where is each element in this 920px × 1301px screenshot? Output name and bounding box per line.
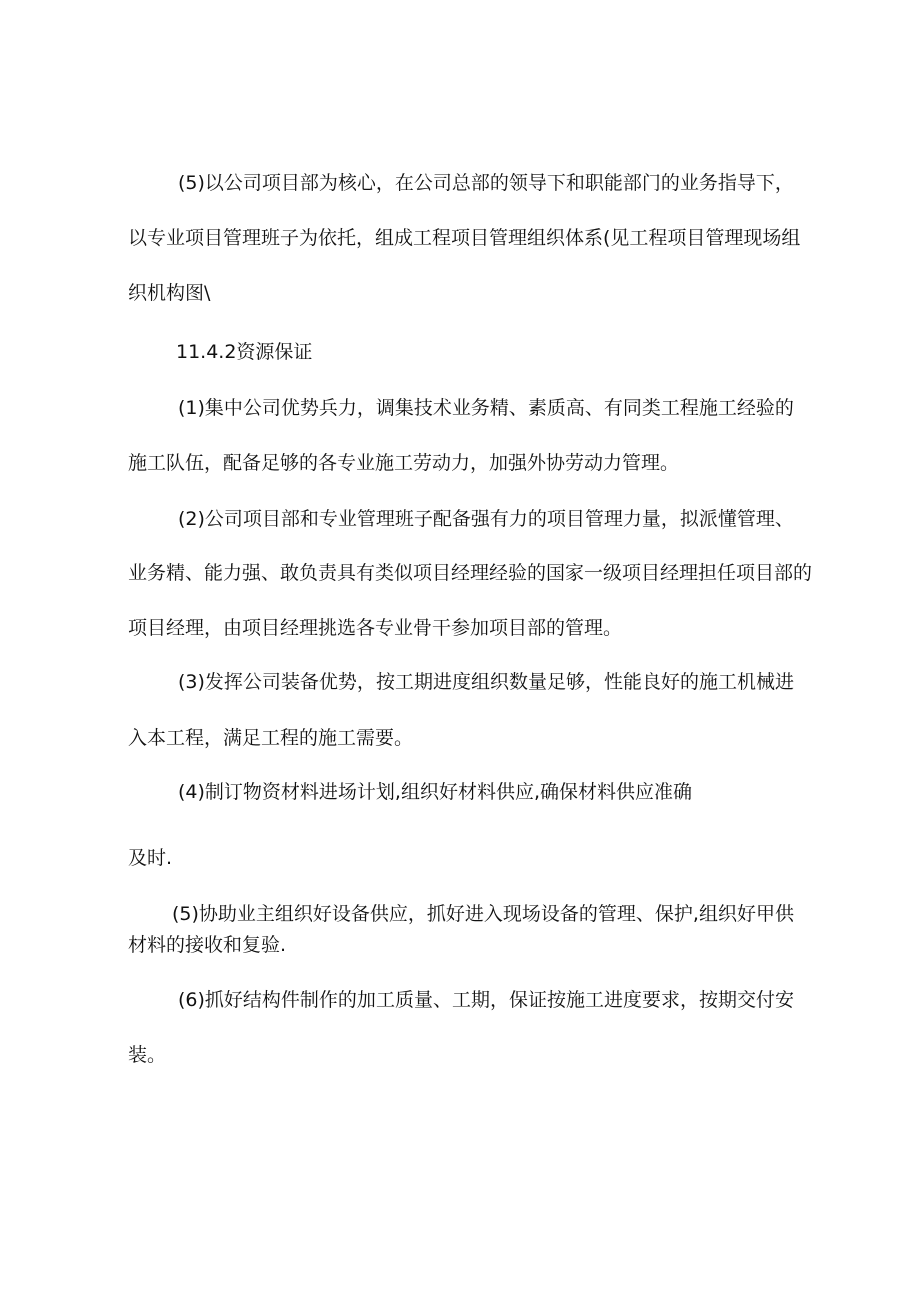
text-line: 业务精、能力强、敢负责具有类似项目经理经验的国家一级项目经理担任项目部的 — [128, 562, 813, 584]
text-line: (5)以公司项目部为核心，在公司总部的领导下和职能部门的业务指导下， — [178, 172, 794, 194]
text-line: (1)集中公司优势兵力，调集技术业务精、素质高、有同类工程施工经验的 — [178, 397, 794, 419]
text-line: 施工队伍，配备足够的各专业施工劳动力，加强外协劳动力管理。 — [128, 452, 680, 474]
text-line: (4)制订物资材料进场计划,组织好材料供应,确保材料供应准确 — [178, 781, 692, 803]
text-line: 及时. — [128, 847, 173, 869]
text-line: (3)发挥公司装备优势，按工期进度组织数量足够，性能良好的施工机械进 — [178, 671, 794, 693]
text-line: (2)公司项目部和专业管理班子配备强有力的项目管理力量，拟派懂管理、 — [178, 508, 794, 530]
text-line: 项目经理，由项目经理挑选各专业骨干参加项目部的管理。 — [128, 617, 623, 639]
text-line: 织机构图\ — [128, 282, 211, 304]
text-line: 装。 — [128, 1044, 167, 1066]
section-heading: 11.4.2资源保证 — [176, 341, 313, 363]
text-line: 以专业项目管理班子为依托，组成工程项目管理组织体系(见工程项目管理现场组 — [128, 227, 801, 249]
text-line: (5)协助业主组织好设备供应，抓好进入现场设备的管理、保护,组织好甲供 — [172, 903, 794, 925]
text-line: 材料的接收和复验. — [128, 934, 287, 956]
text-line: (6)抓好结构件制作的加工质量、工期，保证按施工进度要求，按期交付安 — [178, 989, 794, 1011]
text-line: 入本工程，满足工程的施工需要。 — [128, 727, 414, 749]
